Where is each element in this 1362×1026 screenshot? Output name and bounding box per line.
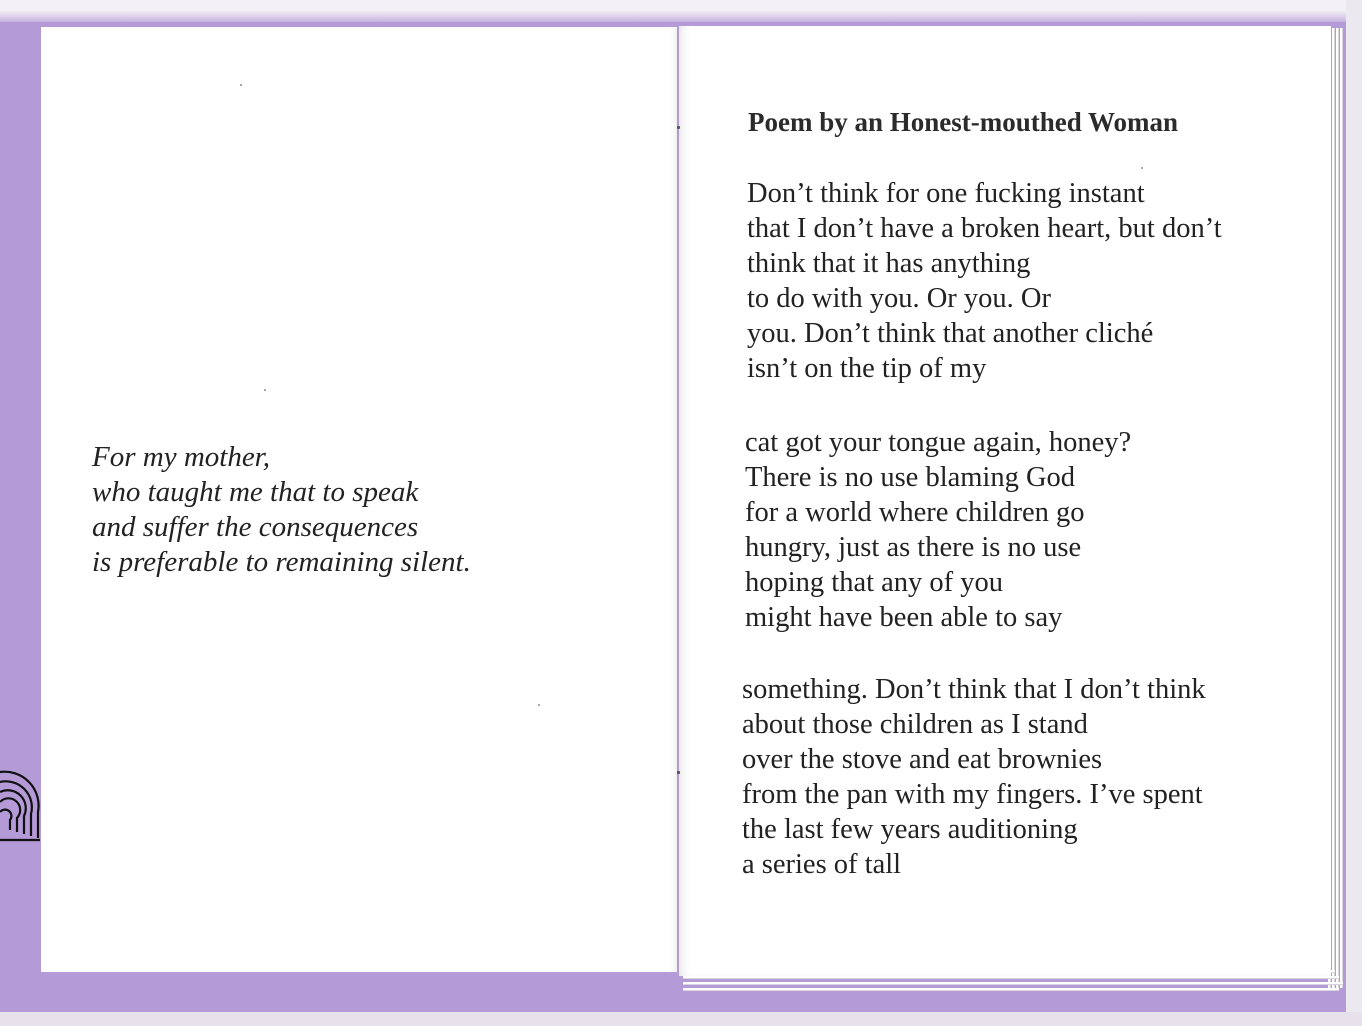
dedication-line: For my mother, <box>92 441 271 473</box>
poem-line: that I don’t have a broken heart, but don’t <box>747 213 1222 244</box>
dedication <box>92 440 471 580</box>
poem-line: a series of tall <box>742 849 902 880</box>
spiral-icon <box>0 760 44 850</box>
dedication-line: who taught me that to speak <box>92 476 419 508</box>
poem-line: you. Don’t think that another cliché <box>747 318 1154 349</box>
scan-right-edge <box>1346 0 1362 1026</box>
poem-line: might have been able to say <box>745 602 1063 633</box>
scan-top-edge <box>0 0 1362 22</box>
dedication-line: is preferable to remaining silent. <box>92 546 471 578</box>
poem-line: the last few years auditioning <box>742 814 1078 845</box>
poem-line: isn’t on the tip of my <box>747 353 987 384</box>
dedication-line: and suffer the consequences <box>92 511 419 543</box>
poem-line: hoping that any of you <box>745 567 1004 598</box>
poem-line: There is no use blaming God <box>745 462 1076 493</box>
poem-line: about those children as I stand <box>742 709 1088 740</box>
stanza-1 <box>747 176 1222 386</box>
poem-line: think that it has anything <box>747 248 1031 279</box>
poem-line: something. Don’t think that I don’t think <box>742 674 1206 705</box>
poem-line: for a world where children go <box>745 497 1085 528</box>
scan-bottom-edge <box>0 1012 1362 1026</box>
poem-line: cat got your tongue again, honey? <box>745 427 1132 458</box>
poem-line: from the pan with my fingers. I’ve spent <box>742 779 1203 810</box>
poem-title: Poem by an Honest-mouthed Woman <box>748 107 1179 137</box>
poem-line: Don’t think for one fucking instant <box>747 178 1145 209</box>
poem-line: to do with you. Or you. Or <box>747 283 1051 314</box>
poem-line: hungry, just as there is no use <box>745 532 1082 563</box>
stanza-2 <box>745 425 1131 635</box>
poem-line: over the stove and eat brownies <box>742 744 1103 775</box>
stanza-3 <box>742 672 1206 882</box>
